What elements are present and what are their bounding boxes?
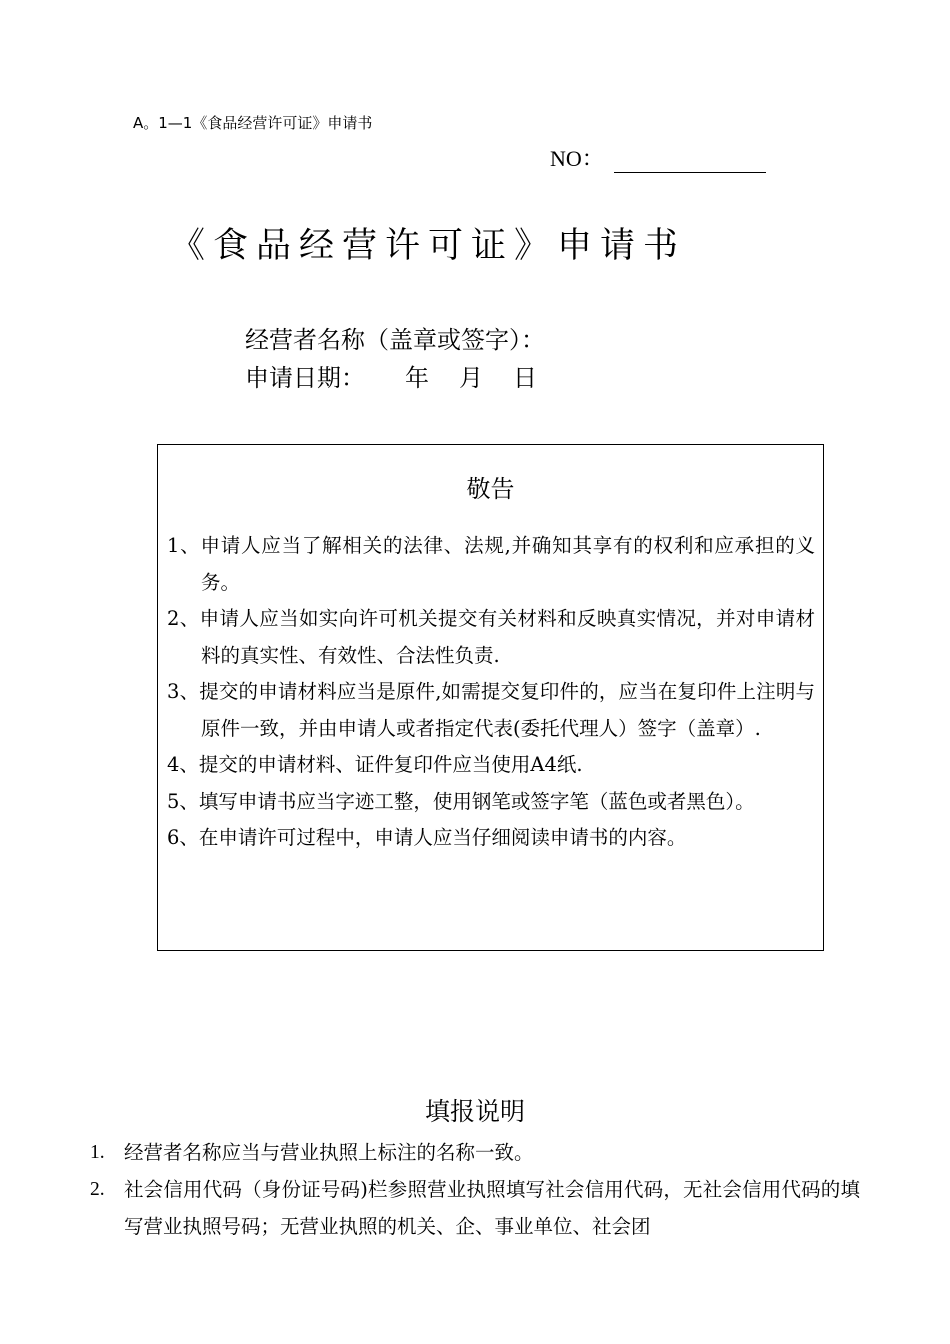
serial-number-label: NO：	[550, 146, 604, 171]
application-date-label: 申请日期：	[245, 364, 365, 392]
page-title: 《食品经营许可证》申请书	[170, 226, 687, 266]
instruction-text: 社会信用代码（身份证号码)栏参照营业执照填写社会信用代码，无社会信用代码的填写营业执照号码；无营业执照的机关、企、事业单位、社会团	[124, 1178, 860, 1238]
instructions-title: 填报说明	[424, 1097, 525, 1126]
notice-item: 3、提交的申请材料应当是原件,如需提交复印件的，应当在复印件上注明与原件一致，并由申请人或者指定代表(委托代理人）签字（盖章）.	[167, 680, 815, 740]
date-month-label: 月	[459, 364, 483, 392]
instruction-number: 2.	[90, 1179, 105, 1200]
instruction-item	[90, 1171, 860, 1245]
notice-box	[157, 444, 824, 951]
instruction-number: 1.	[90, 1142, 105, 1163]
instruction-item	[90, 1134, 860, 1171]
notice-title: 敬告	[466, 475, 515, 503]
notice-item: 2、申请人应当如实向许可机关提交有关材料和反映真实情况，并对申请材料的真实性、有效性、合法性负责.	[167, 607, 815, 667]
document-code: A。1—1《食品经营许可证》申请书	[133, 114, 373, 132]
notice-item: 5、填写申请书应当字迹工整，使用钢笔或签字笔（蓝色或者黑色）。	[167, 789, 755, 813]
date-year-label: 年	[405, 364, 429, 392]
serial-number-field	[550, 142, 766, 173]
notice-list	[167, 528, 815, 857]
instructions-list	[90, 1134, 860, 1245]
operator-name-label: 经营者名称（盖章或签字）：	[245, 326, 545, 354]
application-date-field	[245, 358, 537, 393]
notice-item: 4、提交的申请材料、证件复印件应当使用A4纸.	[167, 753, 583, 776]
instruction-text: 经营者名称应当与营业执照上标注的名称一致。	[124, 1141, 534, 1164]
notice-item: 1、申请人应当了解相关的法律、法规,并确知其享有的权利和应承担的义务。	[167, 534, 815, 594]
serial-number-blank	[614, 146, 766, 173]
date-day-label: 日	[513, 364, 537, 392]
notice-item: 6、在申请许可过程中，申请人应当仔细阅读申请书的内容。	[167, 826, 687, 849]
